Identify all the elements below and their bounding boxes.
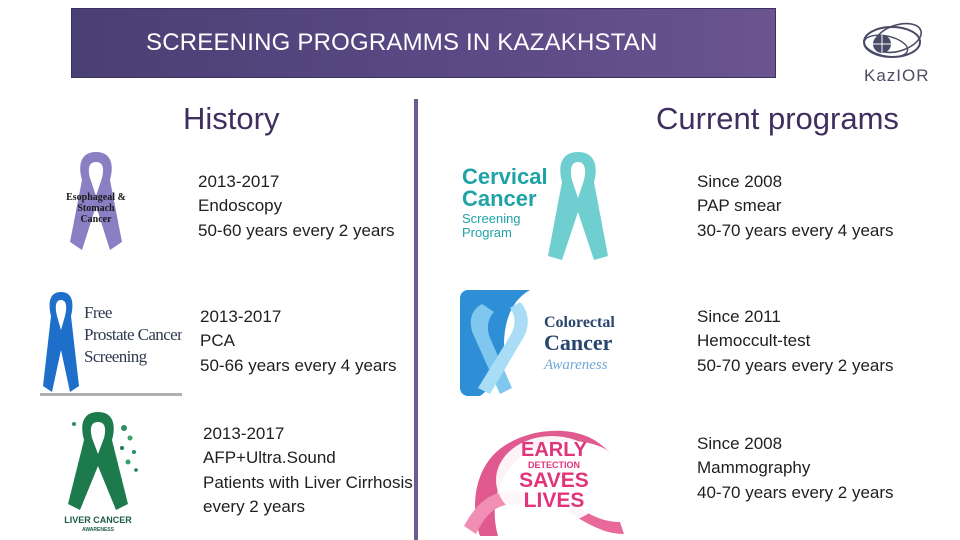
badge-text: DETECTION [527,460,580,470]
item-schedule: 50-60 years every 2 years [198,220,395,240]
item-method: AFP+Ultra.Sound [203,448,336,468]
badge-text: Prostate Cancer [84,325,182,344]
item-years: 2013-2017 [198,172,280,191]
item-method: Mammography [697,458,811,478]
liver-ribbon-image [52,408,144,540]
badge-text: Awareness [544,357,608,373]
badge-text: Free [84,303,112,322]
history-item-prostate [200,305,397,378]
item-since: Since 2008 [697,172,783,191]
item-method: Hemoccult-test [697,331,811,351]
item-method: Endoscopy [198,196,283,216]
badge-text: Cervical [462,164,548,189]
cervical-ribbon-image [456,146,622,262]
column-divider [414,99,418,540]
colorectal-ribbon-image [460,290,626,396]
badge-text: Cancer [80,214,112,225]
esophageal-ribbon-image [52,146,140,254]
badge-text: Screening [84,347,147,366]
item-schedule: 30-70 years every 4 years [697,220,894,240]
badge-text: Program [462,225,512,240]
badge-text: AWARENESS [82,527,114,533]
item-schedule: every 2 years [203,496,306,516]
current-item-cervical [697,170,894,243]
badge-text: LIVES [523,489,585,512]
badge-text: Cancer [544,330,613,355]
item-schedule: 50-66 years every 4 years [200,355,397,375]
current-item-colorectal [697,305,894,378]
current-item-mammography [697,432,894,505]
item-years: 2013-2017 [200,307,282,326]
item-since: Since 2008 [697,434,783,453]
badge-text: Esophageal & [66,192,126,203]
history-heading: History [183,101,280,136]
item-method: PAP smear [697,196,782,216]
item-since: Since 2011 [697,307,781,326]
badge-text: EARLY [521,439,587,461]
badge-text: Cancer [462,186,537,211]
badge-text: LIVER CANCER [64,515,132,525]
item-schedule: 50-70 years every 2 years [697,355,894,375]
badge-text: Screening [462,211,521,226]
history-item-esophageal [198,170,395,243]
badge-text: Stomach [77,203,115,214]
item-method: PCA [200,331,235,351]
badge-text: Colorectal [544,314,615,331]
item-criteria: Patients with Liver Cirrhosis [203,472,413,492]
early-detection-ribbon-image [460,416,626,540]
logo-text: KazIOR [864,66,930,85]
badge-text: SAVES [519,469,589,492]
slide-title: SCREENING PROGRAMMS IN KAZAKHSTAN [146,29,658,56]
title-banner [71,8,776,78]
current-programs-heading: Current programs [656,101,899,136]
kazior-logo [852,18,942,93]
prostate-ribbon-image [40,290,182,396]
globe-logo-icon [852,18,942,68]
item-schedule: 40-70 years every 2 years [697,482,894,502]
history-item-liver [203,422,413,519]
item-years: 2013-2017 [203,424,285,443]
